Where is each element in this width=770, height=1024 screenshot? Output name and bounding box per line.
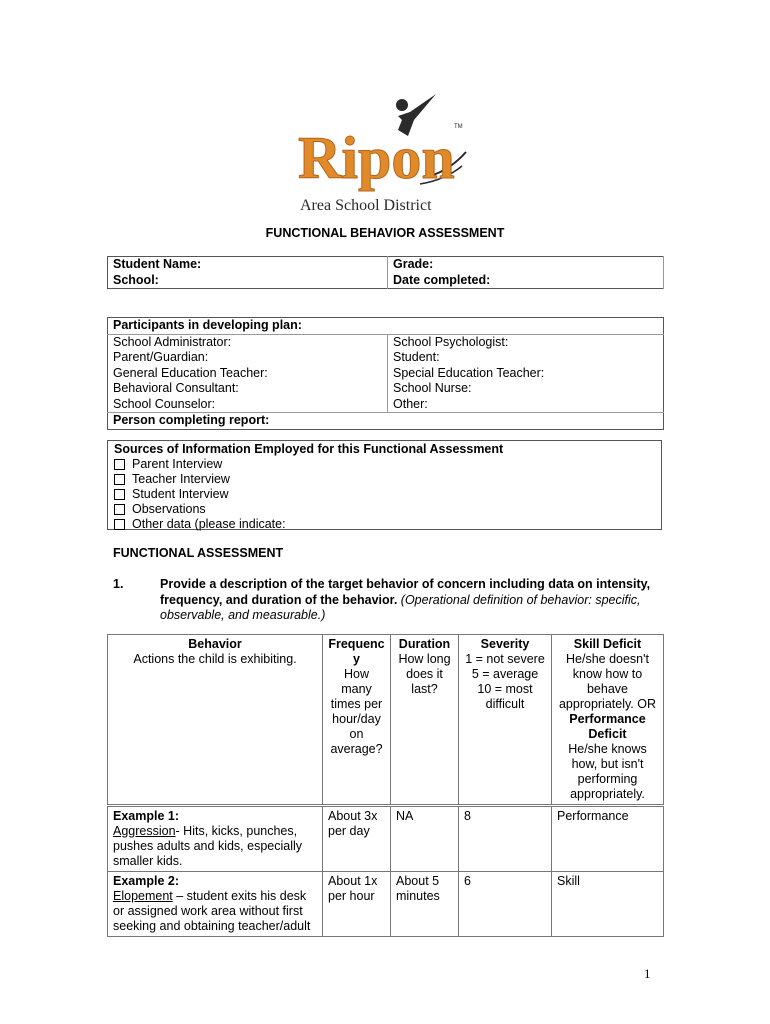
trademark-mark: TM	[454, 124, 463, 130]
participant-field[interactable]: General Education Teacher:	[108, 366, 388, 382]
student-info-table	[107, 256, 664, 289]
source-option[interactable]: Student Interview	[114, 487, 655, 502]
checkbox[interactable]	[114, 459, 125, 470]
logo-tagline: Area School District	[300, 197, 432, 214]
ripon-logo-graphic	[290, 92, 480, 217]
person-completing-field[interactable]: Person completing report:	[108, 413, 664, 430]
date-completed-field[interactable]: Date completed:	[388, 273, 664, 289]
sources-box	[107, 440, 662, 530]
participant-field[interactable]: School Nurse:	[393, 381, 472, 395]
question-number: 1.	[113, 577, 124, 591]
behavior-header: Behavior Actions the child is exhibiting.	[108, 635, 323, 806]
participant-field[interactable]: Behavioral Consultant:	[108, 381, 388, 397]
table-row	[108, 806, 664, 872]
participant-field[interactable]: Special Education Teacher:	[393, 365, 545, 380]
frequency-header: Frequency How many times per hour/day on average?	[323, 635, 391, 806]
participants-table	[107, 317, 664, 430]
logo-name: Ripon	[298, 125, 455, 191]
table-row	[108, 872, 664, 937]
page-title: FUNCTIONAL BEHAVIOR ASSESSMENT	[265, 226, 505, 240]
source-option[interactable]: Observations	[114, 502, 655, 517]
participant-field[interactable]: School Counselor:	[108, 397, 388, 413]
question-text: Provide a description of the target behavior of concern including data on intensity, frequency, and duration of the behavior. (Operational definition of behavior: specific, observable, and measurable.)	[160, 577, 651, 622]
participant-field[interactable]: Other:	[393, 396, 428, 411]
checkbox[interactable]	[114, 504, 125, 515]
sources-heading: Sources of Information Employed for this Functional Assessment	[114, 442, 504, 456]
checkbox[interactable]	[114, 489, 125, 500]
deficit-cell[interactable]: Performance	[552, 806, 664, 872]
participant-field[interactable]: Student:	[393, 350, 440, 364]
page-number: 1	[644, 966, 651, 981]
deficit-cell[interactable]: Skill	[552, 872, 664, 937]
participant-field[interactable]: Parent/Guardian:	[108, 350, 388, 366]
participant-field[interactable]: School Psychologist:	[393, 334, 509, 349]
deficit-header: Skill Deficit He/she doesn't know how to behave appropriately. OR Performance Deficit He/she knows how, but isn't performing appropriately.	[552, 635, 664, 806]
figure-head	[396, 99, 408, 111]
severity-header: Severity 1 = not severe 5 = average 10 = most difficult	[459, 635, 552, 806]
frequency-cell[interactable]: About 3x per day	[323, 806, 391, 872]
severity-cell[interactable]: 6	[459, 872, 552, 937]
behavior-cell[interactable]: Example 2: Elopement – student exits his desk or assigned work area without first seeking and obtaining teacher/adult	[108, 872, 323, 937]
frequency-cell[interactable]: About 1x per hour	[323, 872, 391, 937]
student-name-field[interactable]: Student Name:	[108, 257, 388, 273]
participants-heading: Participants in developing plan:	[108, 318, 664, 335]
behavior-table	[107, 634, 664, 937]
behavior-cell[interactable]: Example 1: Aggression- Hits, kicks, punches, pushes adults and kids, especially smaller kids.	[108, 806, 323, 872]
section-heading: FUNCTIONAL ASSESSMENT	[113, 546, 284, 560]
source-option[interactable]: Teacher Interview	[114, 472, 655, 487]
checkbox[interactable]	[114, 519, 125, 530]
school-field[interactable]: School:	[108, 273, 388, 289]
grade-field[interactable]: Grade:	[388, 257, 664, 273]
source-option[interactable]: Other data (please indicate:	[114, 517, 655, 532]
district-logo	[290, 92, 480, 217]
duration-cell[interactable]: NA	[391, 806, 459, 872]
duration-cell[interactable]: About 5 minutes	[391, 872, 459, 937]
checkbox[interactable]	[114, 474, 125, 485]
participant-field[interactable]: School Administrator:	[108, 334, 388, 350]
duration-header: Duration How long does it last?	[391, 635, 459, 806]
source-option[interactable]: Parent Interview	[114, 457, 655, 472]
severity-cell[interactable]: 8	[459, 806, 552, 872]
